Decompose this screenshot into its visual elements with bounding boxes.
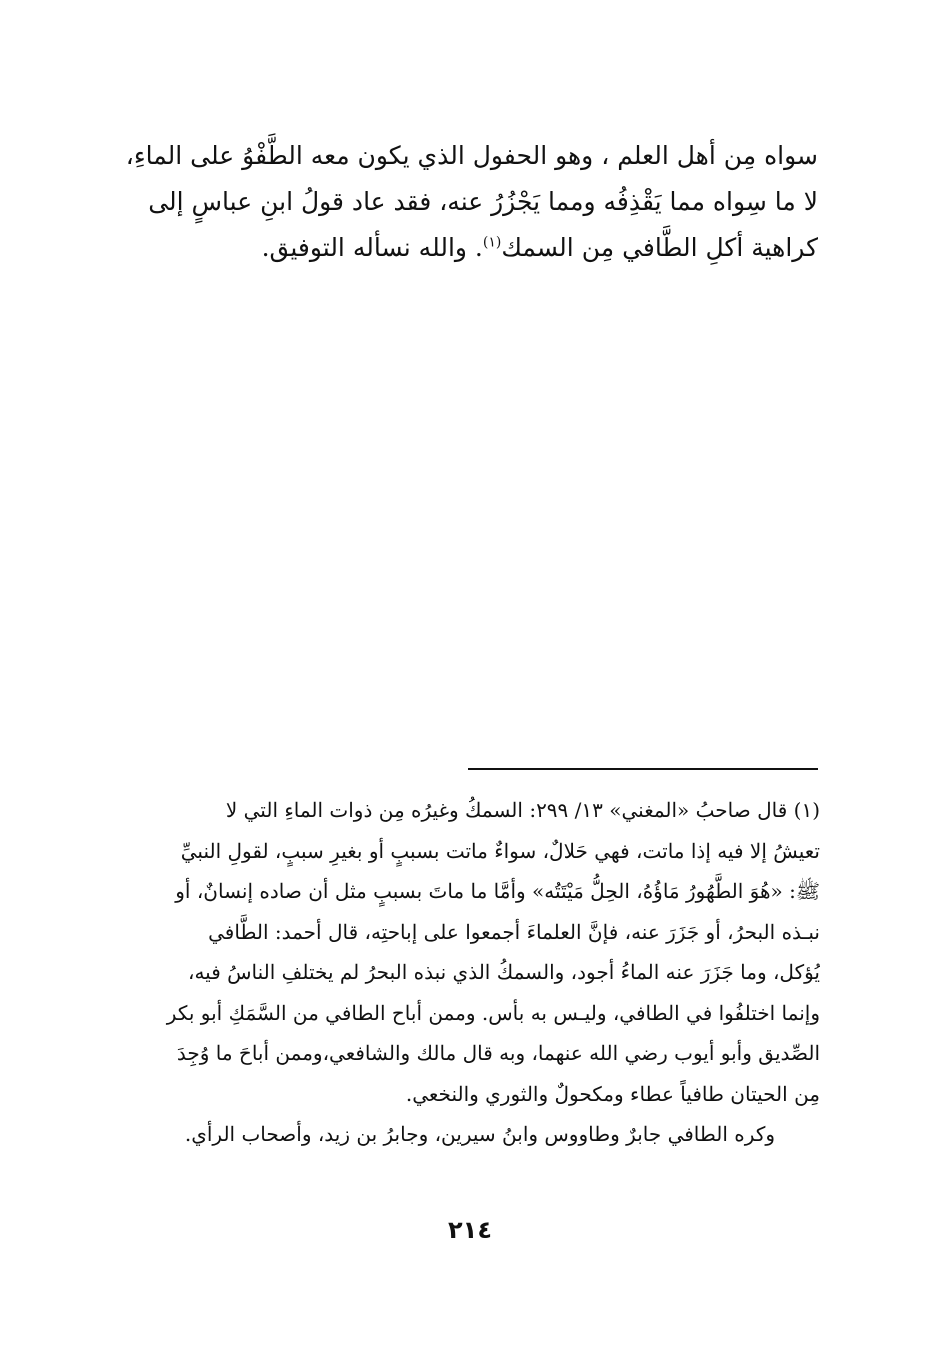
main-text-closing: . والله نسأله التوفيق. (261, 233, 483, 262)
footnote-line: وكره الطافي جابرٌ وطاووس وابنُ سيرين، وجابرُ بن زيد، وأصحاب الرأي. (184, 1122, 775, 1146)
footnote-line: (١) قال صاحبُ «المغني» ١٣/ ٢٩٩: السمكُ وغيرُه مِن ذوات الماءِ التي لا (225, 798, 820, 822)
footnote-separator-rule (468, 768, 818, 770)
footnote-reference-mark: (١) (482, 234, 502, 251)
footnote-line: تعيشُ إلا فيه إذا ماتت، فهي حَلالٌ، سواءٌ ماتت بسببٍ أو بغيرِ سببٍ، لقولِ النبيِّ (180, 838, 820, 863)
footnote-line: يُؤكل، وما جَزَرَ عنه الماءُ أجود، والسمكُ الذي نبذه البحرُ لم يختلفِ الناسُ فيه، (188, 960, 820, 984)
footnote-line: وإنما اختلفُوا في الطافي، وليـس به بأس. وممن أباح الطافي من السَّمَكِ أبو بكر (166, 1000, 820, 1025)
main-text-segment: كراهية أكلِ الطَّافي مِن السمك (501, 233, 818, 262)
footnote-line: ﷺ: «هُوَ الطَّهُورُ مَاؤُهُ، الحِلُّ مَيْتَتُه» وأمَّا ما ماتَ بسببٍ مثل أن صاده إنسانٌ، أو (175, 879, 820, 903)
footnote-line: مِن الحيتان طافياً عطاء ومكحولٌ والثوري والنخعي. (405, 1081, 820, 1106)
page-number: ٢١٤ (448, 1216, 492, 1244)
footnote-line: نبـذه البحرُ، أو جَزَرَ عنه، فإنَّ العلماءَ أجمعوا على إباحتِه، قال أحمد: الطَّافي (208, 919, 820, 944)
main-text-line: لا ما سِواه مما يَقْذِفُه ومما يَجْزُرُ عنه، فقد عاد قولُ ابنِ عباسٍ إلى (148, 187, 818, 216)
footnote-block (104, 790, 820, 1155)
main-text-block (118, 133, 818, 271)
footnote-line: الصِّديق وأبو أيوب رضي الله عنهما، وبه قال مالك والشافعي،وممن أباحَ ما وُجِدَ (176, 1041, 820, 1065)
main-text-line: سواه مِن أهل العلم ، وهو الحفول الذي يكون معه الطَّفْوُ على الماءِ، (125, 141, 818, 170)
main-text-line-last (118, 225, 818, 271)
